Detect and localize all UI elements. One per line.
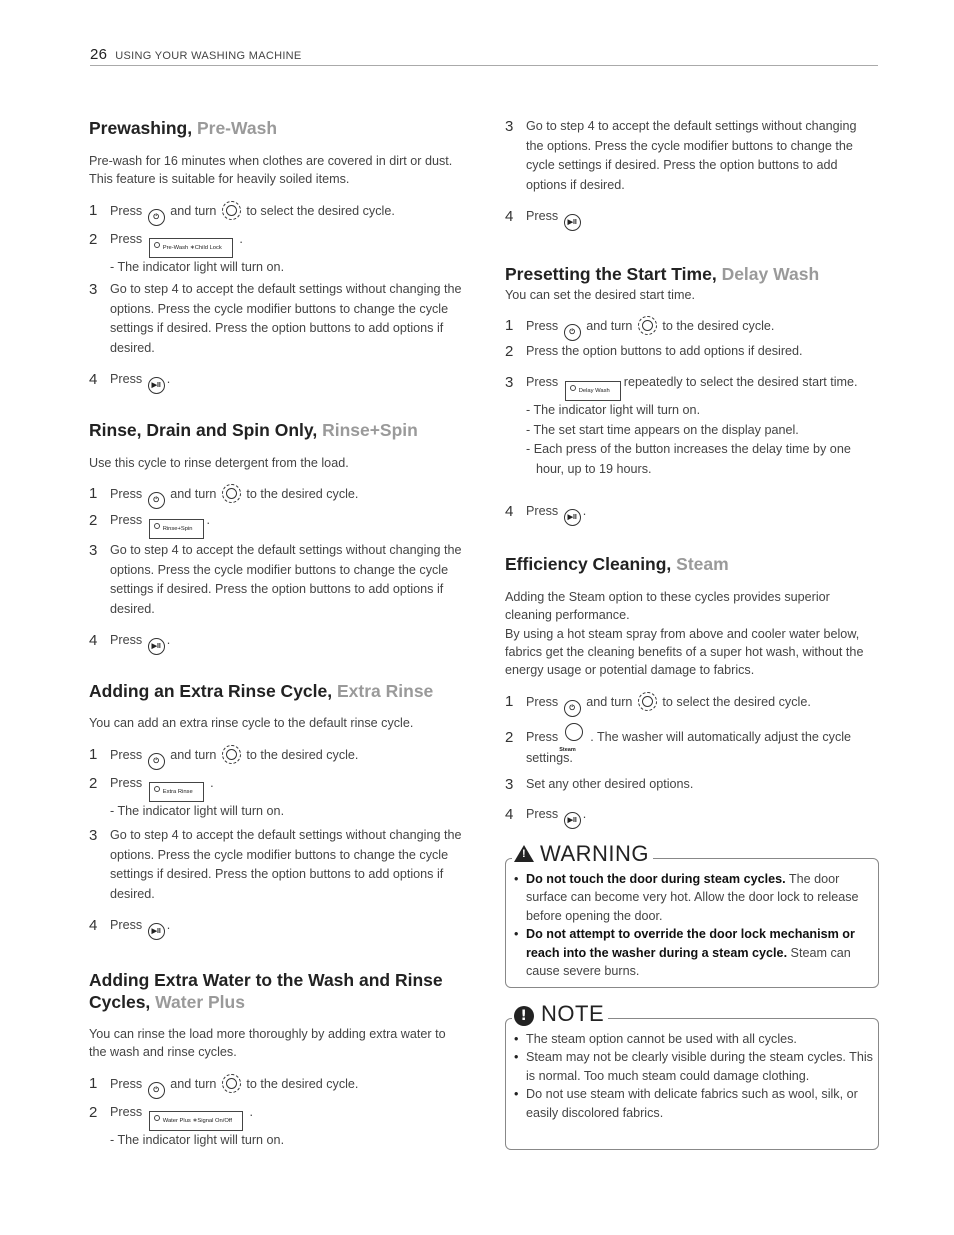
pre-wash-button-icon: Pre-Wash ∗Child Lock [149,238,233,258]
steam-heading: Efficiency Cleaning, Steam [505,554,729,574]
cycle-dial-icon [222,484,241,503]
start-pause-icon: ▶II [564,812,581,829]
warning-box [505,841,879,988]
power-button-icon: ⏻ [148,209,165,226]
prewash-heading: Prewashing, Pre-Wash [89,118,278,138]
cycle-dial-icon [222,201,241,220]
note-title: ! NOTE [512,1001,608,1027]
steam-description-2: By using a hot steam spray from above and cooler water below, fabrics get the cleaning benefits of a super hot wash, without the energy usage or potential damage to fabrics. [505,627,864,677]
rinse-spin-button-icon: Rinse+Spin [149,519,204,539]
note-item: • Steam may not be clearly visible during the steam cycles. This is normal. Too much steam could damage clothing. [506,1048,878,1085]
power-button-icon: ⏻ [148,492,165,509]
power-button-icon: ⏻ [148,753,165,770]
prewash-description: Pre-wash for 16 minutes when clothes are covered in dirt or dust. This feature is suitable for heavily soiled items. [89,154,453,186]
start-pause-icon: ▶II [564,214,581,231]
cycle-dial-icon [638,316,657,335]
extrarinse-heading: Adding an Extra Rinse Cycle, Extra Rinse [89,681,434,701]
start-pause-icon: ▶II [148,377,165,394]
steam-button-icon: Steam [559,723,589,749]
waterplus-description: You can rinse the load more thoroughly by adding extra water to the wash and rinse cycles. [89,1027,446,1059]
delay-wash-button-icon: Delay Wash [565,381,621,401]
warning-item: • Do not attempt to override the door lock mechanism or reach into the washer during a steam cycle. Steam can cause severe burns. [506,925,878,980]
exclamation-icon: ! [514,1006,534,1026]
power-button-icon: ⏻ [564,700,581,717]
extrarinse-description: You can add an extra rinse cycle to the default rinse cycle. [89,716,414,730]
note-item: • Do not use steam with delicate fabrics such as wool, silk, or easily discolored fabrics. [506,1085,878,1122]
water-plus-button-icon: Water Plus ∗Signal On/Off [149,1111,243,1131]
warning-item: • Do not touch the door during steam cycles. The door surface can become very hot. Allow the door lock to release before opening the door. [506,870,878,925]
cycle-dial-icon [222,1074,241,1093]
start-pause-icon: ▶II [148,638,165,655]
waterplus-heading: Adding Extra Water to the Wash and Rinse Cycles, Water Plus [89,970,443,1012]
delay-description: You can set the desired start time. [505,288,695,302]
start-pause-icon: ▶II [148,923,165,940]
start-pause-icon: ▶II [564,509,581,526]
note-item: • The steam option cannot be used with all cycles. [506,1030,878,1048]
warning-title: ! WARNING [512,841,653,867]
page-number: 26 [90,46,108,63]
power-button-icon: ⏻ [564,324,581,341]
power-button-icon: ⏻ [148,1082,165,1099]
delay-heading: Presetting the Start Time, Delay Wash [505,264,820,284]
steam-description-1: Adding the Steam option to these cycles provides superior cleaning performance. [505,590,830,622]
rinsespin-heading: Rinse, Drain and Spin Only, Rinse+Spin [89,420,418,440]
extra-rinse-button-icon: Extra Rinse [149,782,204,802]
section-title: USING YOUR WASHING MACHINE [115,50,302,62]
page-header [90,46,878,66]
cycle-dial-icon [638,692,657,711]
cycle-dial-icon [222,745,241,764]
rinsespin-description: Use this cycle to rinse detergent from the load. [89,456,349,470]
note-box [505,1001,879,1150]
warning-triangle-icon: ! [514,845,534,862]
